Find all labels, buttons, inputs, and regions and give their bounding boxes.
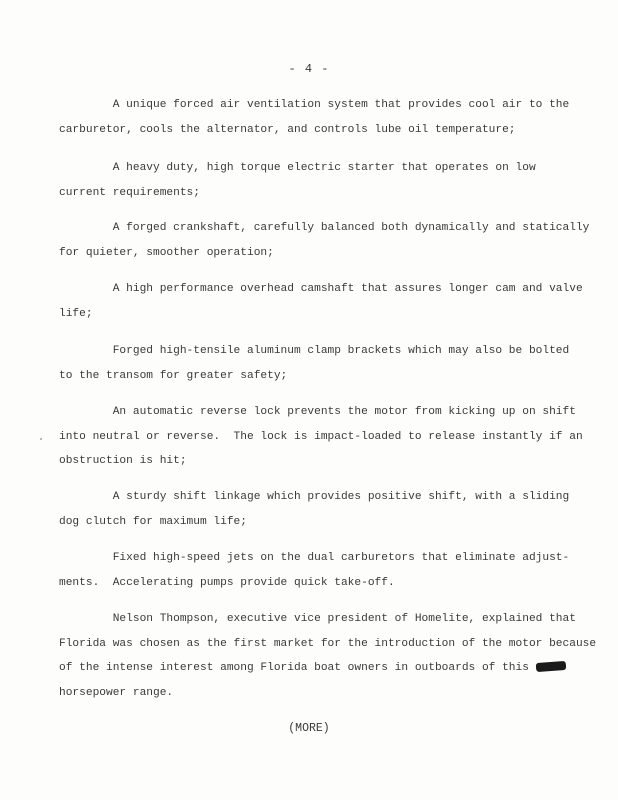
paragraph-camshaft: A high performance overhead camshaft that assures longer cam and valve life; xyxy=(59,283,583,320)
paper-speck xyxy=(40,438,42,440)
paragraph-shift-linkage: A sturdy shift linkage which provides positive shift, with a sliding dog clutch for maximum life; xyxy=(59,491,570,528)
paragraph-carburetor-jets: Fixed high-speed jets on the dual carburetors that eliminate adjust- ments. Accelerating pumps provide quick take-off. xyxy=(59,552,570,589)
paragraph-reverse-lock: An automatic reverse lock prevents the motor from kicking up on shift into neutral or reverse. The lock is impact-loaded to release instantly if an obstruction is hit; xyxy=(59,406,583,467)
redaction-mark xyxy=(535,661,566,672)
paragraph-nelson-thompson: Nelson Thompson, executive vice president of Homelite, explained that Florida was chosen as the first market for the introduction of the motor because of the intense interest among Florida boat owners in outboards of this horsepower range. xyxy=(59,613,597,699)
more-indicator: (MORE) xyxy=(288,722,330,735)
paragraph-crankshaft: A forged crankshaft, carefully balanced both dynamically and statically for quieter, smoother operation; xyxy=(59,222,590,259)
page-number: - 4 - xyxy=(288,62,330,76)
paragraph-ventilation: A unique forced air ventilation system that provides cool air to the carburetor, cools the alternator, and controls lube oil temperature; xyxy=(59,99,570,136)
paragraph-starter: A heavy duty, high torque electric starter that operates on low current requirements; xyxy=(59,162,536,199)
paragraph-clamp-brackets: Forged high-tensile aluminum clamp brackets which may also be bolted to the transom for greater safety; xyxy=(59,345,570,382)
